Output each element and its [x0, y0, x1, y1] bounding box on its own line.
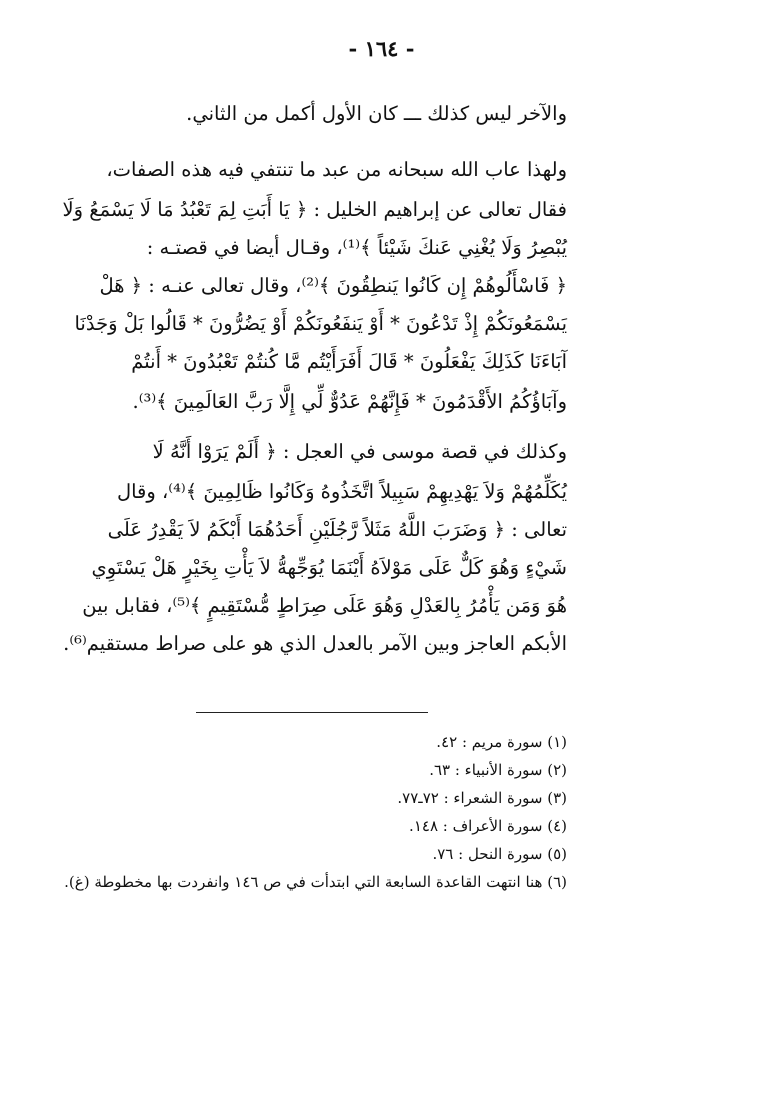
footnote: (٢) سورة الأنبياء : ٦٣. — [429, 761, 567, 779]
text-line: يُبْصِرُ وَلَا يُغْنِي عَنكَ شَيْئاً ﴾⁽¹⁾، وقـال أيضا في قصتـه : — [146, 236, 567, 259]
text-line: ﴿ فَاسْأَلُوهُمْ إِن كَانُوا يَنطِقُونَ ﴾⁽²⁾، وقال تعالى عنـه : ﴿ هَلْ — [99, 274, 567, 297]
footnote: (٦) هنا انتهت القاعدة السابعة التي ابتدأت في ص ١٤٦ وانفردت بها مخطوطة (غ). — [64, 873, 567, 891]
text-line: وكذلك في قصة موسى في العجل : ﴿ أَلَمْ يَرَوْا أَنَّهُ لَا — [152, 440, 567, 463]
text-line: تعالى : ﴿ وَضَرَبَ اللَّهُ مَثَلاً رَّجُلَيْنِ أَحَدُهُمَا أَبْكَمُ لاَ يَقْدِرُ عَلَى — [107, 518, 567, 541]
text-line: الأبكم العاجز وبين الآمر بالعدل الذي هو على صراط مستقيم⁽⁶⁾. — [63, 632, 567, 655]
footnote: (٣) سورة الشعراء : ٧٢ـ٧٧. — [397, 789, 567, 807]
footnote-separator — [196, 712, 428, 713]
footnote: (١) سورة مريم : ٤٢. — [436, 733, 567, 751]
text-line: والآخر ليس كذلك ـــ كان الأول أكمل من الثاني. — [186, 102, 567, 125]
text-line: هُوَ وَمَن يَأْمُرُ بِالعَدْلِ وَهُوَ عَلَى صِرَاطٍ مُّسْتَقِيمٍ ﴾⁽⁵⁾، فقابل بين — [82, 594, 567, 617]
page-number: - ١٦٤ - — [348, 36, 415, 61]
text-line: آبَاءَنَا كَذَلِكَ يَفْعَلُونَ * قَالَ أَفَرَأَيْتُم مَّا كُنتُمْ تَعْبُدُونَ * أَنتُمْ — [131, 350, 567, 373]
text-line: يُكَلِّمُهُمْ وَلاَ يَهْدِيهِمْ سَبِيلاً اتَّخَذُوهُ وَكَانُوا ظَالِمِينَ ﴾⁽⁴⁾، وقال — [116, 480, 567, 503]
text-line: ولهذا عاب الله سبحانه من عبد ما تنتفي فيه هذه الصفات، — [106, 158, 567, 181]
footnote: (٤) سورة الأعراف : ١٤٨. — [409, 817, 567, 835]
text-line: فقال تعالى عن إبراهيم الخليل : ﴿ يَا أَبَتِ لِمَ تَعْبُدُ مَا لَا يَسْمَعُ وَلَا — [62, 198, 567, 221]
text-line: يَسْمَعُونَكُمْ إِذْ تَدْعُونَ * أَوْ يَنفَعُونَكُمْ أَوْ يَضُرُّونَ * قَالُوا بَلْ وَجَدْنَا — [74, 312, 567, 335]
text-line: شَيْءٍ وَهُوَ كَلٌّ عَلَى مَوْلاَهُ أَيْنَمَا يُوَجِّههُّ لاَ يَأْتِ بِخَيْرٍ هَلْ يَسْتَوِي — [91, 556, 567, 579]
footnote: (٥) سورة النحل : ٧٦. — [432, 845, 567, 863]
text-line: وآبَاؤُكُمُ الأَقْدَمُونَ * فَإِنَّهُمْ عَدُوٌّ لِّي إِلَّا رَبَّ العَالَمِينَ ﴾⁽³⁾. — [132, 390, 567, 413]
